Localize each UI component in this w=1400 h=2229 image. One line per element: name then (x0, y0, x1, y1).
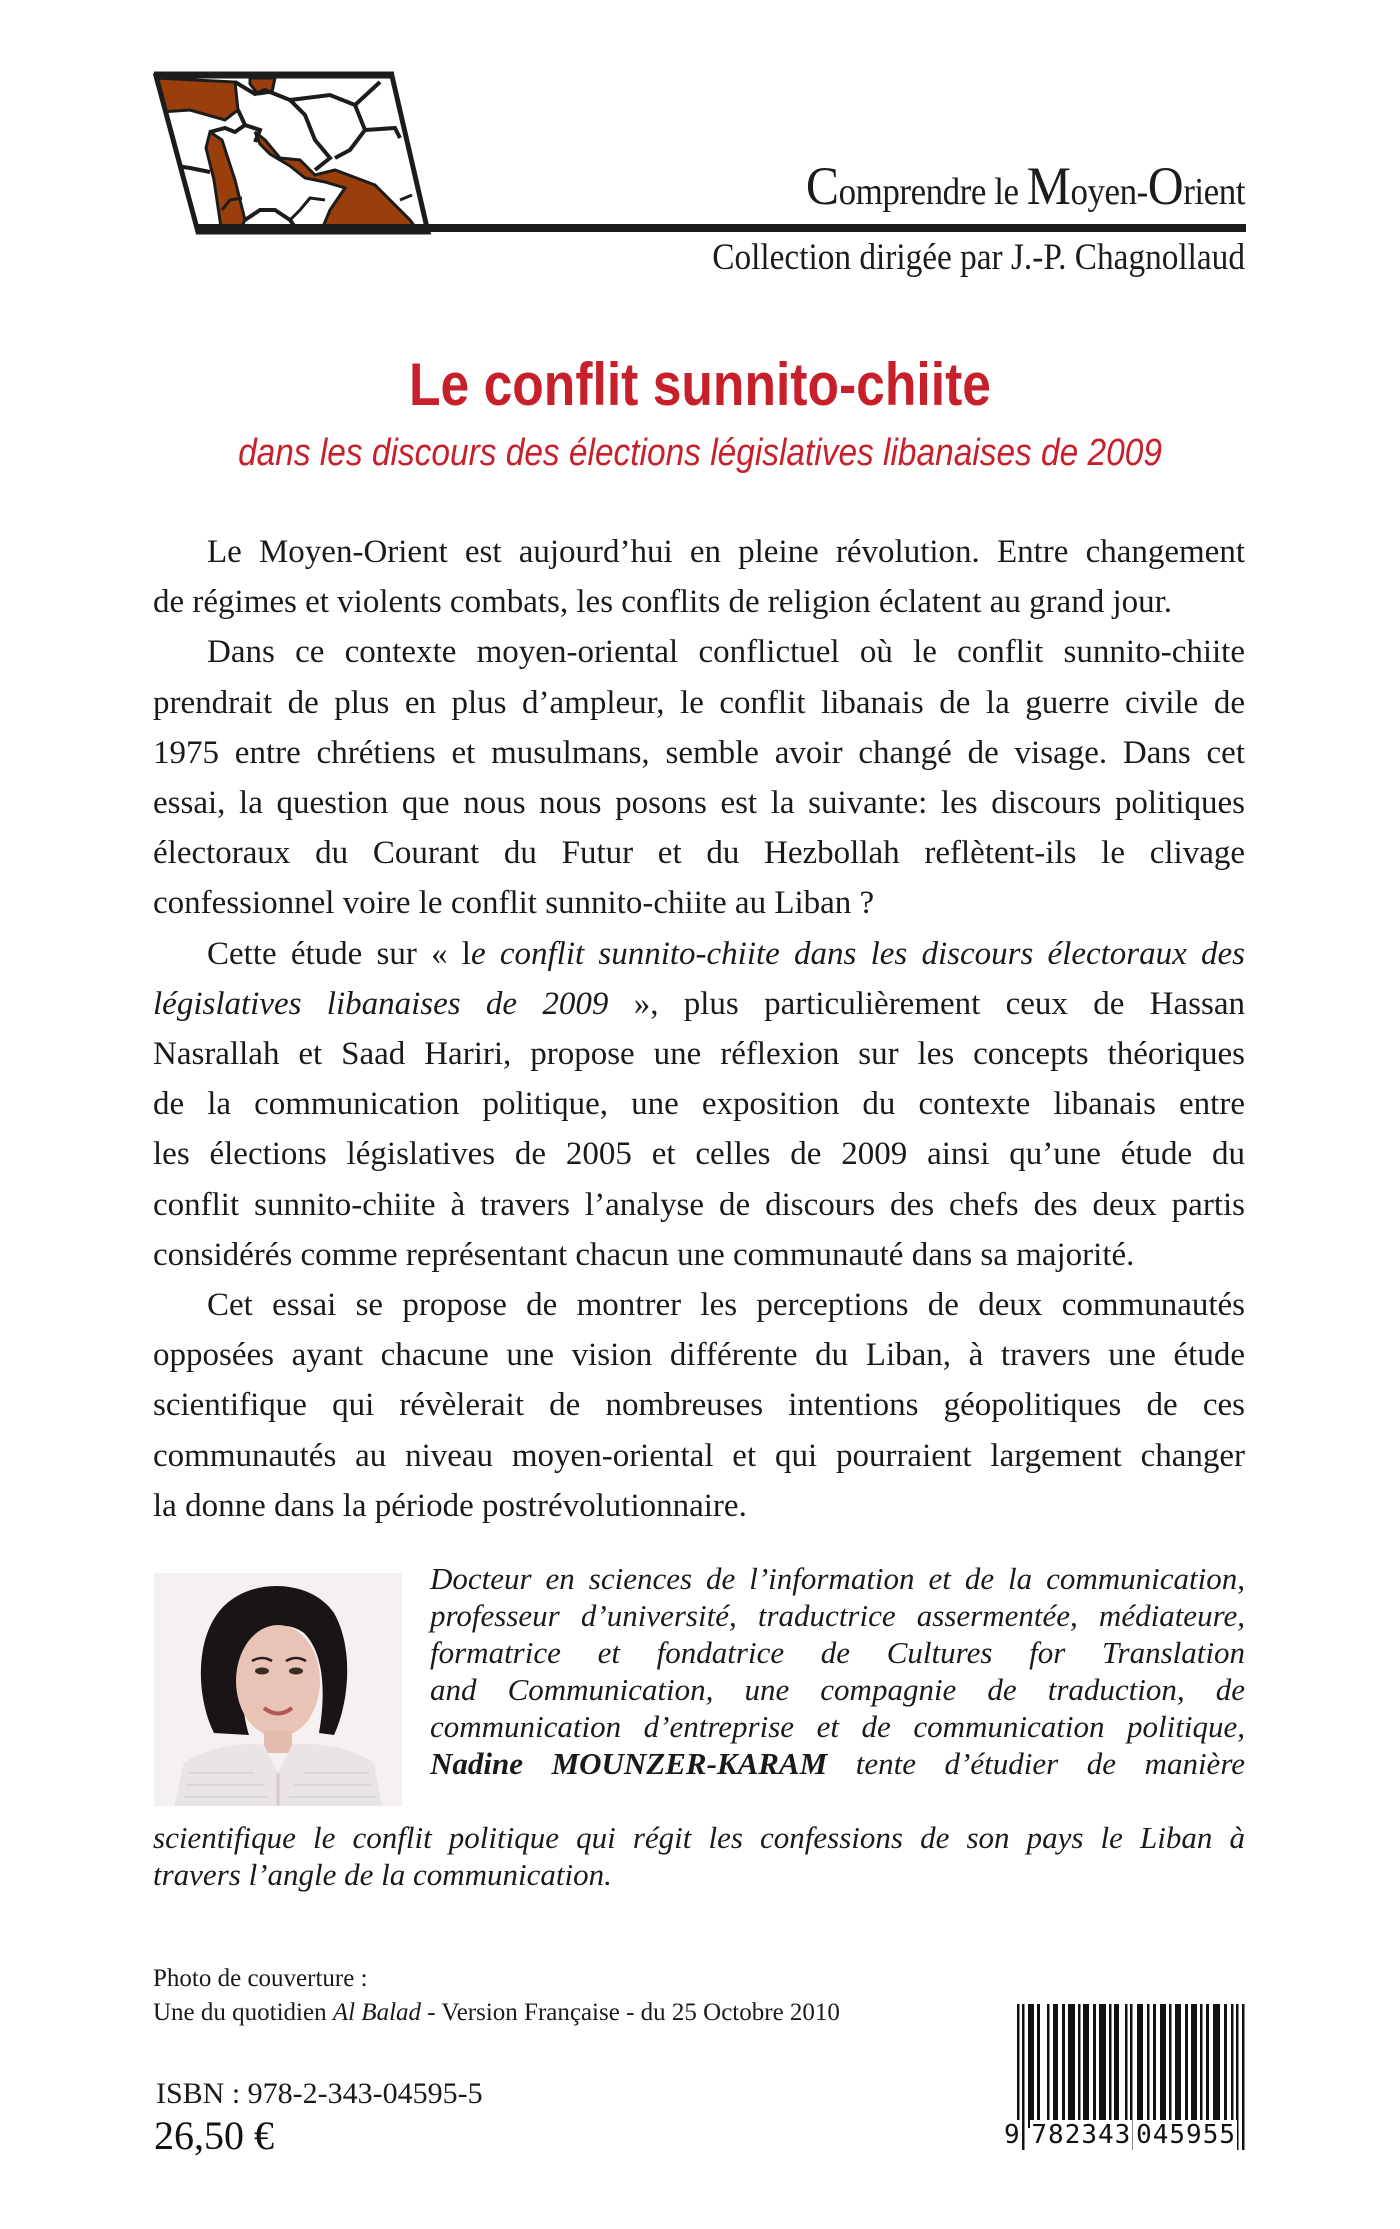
barcode-digit-group: 782343 (1031, 2120, 1132, 2150)
back-cover-blurb (153, 527, 1245, 1531)
photo-credit-label: Photo de couverture : (153, 1965, 368, 1992)
bio-line: travers l’angle de la communication. (153, 1857, 612, 1892)
blurb-line: 1975 entre chrétiens et musulmans, semble avoir changé de visage. Dans cet (153, 734, 1245, 771)
series-editor: Collection dirigée par J.-P. Chagnollaud (712, 237, 1245, 278)
barcode-digit-group: 9 (1004, 2120, 1021, 2150)
credit-text: - Version Française - du 25 Octobre 2010 (421, 1999, 840, 2026)
cover-photo-credit (153, 1962, 1053, 2030)
blurb-line: les élections législatives de 2005 et celles de 2009 ainsi qu’une étude du (153, 1136, 1245, 1173)
bio-line: and Communication, une compagnie de traduction, de (430, 1672, 1245, 1707)
bio-text: tente d’étudier de manière (827, 1746, 1245, 1781)
series-title-initial: M (1026, 156, 1071, 216)
barcode-number (1003, 2120, 1247, 2152)
blurb-line: communautés au niveau moyen-oriental et qui pourraient largement changer (153, 1437, 1245, 1474)
blurb-line: scientifique qui révèlerait de nombreuses intentions géopolitiques de ces (153, 1387, 1245, 1424)
blurb-line: de régimes et violents combats, les conflits de religion éclatent au grand jour. (153, 584, 1173, 621)
blurb-line: opposées ayant chacune une vision différente du Liban, à travers une étude (153, 1337, 1245, 1374)
series-title-initial: O (1147, 156, 1184, 216)
series-title-part: omprendre le (838, 171, 1027, 213)
blurb-text: », plus particulièrement ceux de Hassan (608, 985, 1245, 1022)
blurb-line: la donne dans la période postrévolutionnaire. (153, 1487, 747, 1524)
author-portrait-icon (154, 1573, 402, 1806)
blurb-text: Cette étude sur « l (207, 935, 471, 972)
bio-line: communication d’entreprise et de communication politique, (430, 1709, 1245, 1744)
price: 26,50 € (154, 2113, 274, 2158)
book-title: Le conflit sunnito-chiite (409, 351, 991, 418)
barcode-digit-group: 045955 (1136, 2120, 1236, 2150)
author-photo (154, 1573, 402, 1806)
blurb-line: Cet essai se propose de montrer les perceptions de deux communautés (207, 1287, 1245, 1324)
blurb-line: Le Moyen-Orient est aujourd’hui en pleine révolution. Entre changement (207, 534, 1245, 570)
blurb-line: Dans ce contexte moyen-oriental conflictuel où le conflit sunnito-chiite (207, 634, 1245, 671)
header-rule (196, 224, 1246, 232)
bio-line (430, 1745, 1245, 1782)
blurb-line: considérés comme représentant chacun une communauté dans sa majorité. (153, 1236, 1135, 1273)
author-name: Nadine MOUNZER-KARAM (430, 1746, 828, 1781)
blurb-line: de la communication politique, une exposition du contexte libanais entre (153, 1086, 1245, 1123)
blurb-line: prendrait de plus en plus d’ampleur, le conflit libanais de la guerre civile de (153, 684, 1245, 721)
blurb-line: confessionnel voire le conflit sunnito-chiite au Liban ? (153, 885, 875, 922)
series-title-part: rient (1183, 171, 1245, 213)
book-subtitle: dans les discours des élections législatives libanaises de 2009 (238, 432, 1162, 474)
middle-east-map-icon (150, 70, 435, 238)
blurb-quoted-title: législatives libanaises de 2009 (153, 985, 609, 1022)
series-title (601, 156, 1245, 218)
blurb-line: Nasrallah et Saad Hariri, propose une réflexion sur les concepts théoriques (153, 1036, 1245, 1073)
bio-line: scientifique le conflit politique qui régit les confessions de son pays le Liban à (153, 1820, 1245, 1855)
blurb-line: conflit sunnito-chiite à travers l’analyse de discours des chefs des deux partis (153, 1186, 1245, 1223)
bio-line: formatrice et fondatrice de Cultures for Translation (430, 1635, 1245, 1670)
credit-text: Une du quotidien (153, 1999, 333, 2026)
blurb-line (153, 979, 1245, 1029)
blurb-line (153, 929, 1245, 979)
series-title-initial: C (805, 156, 839, 216)
blurb-quoted-title: e conflit sunnito-chiite dans les discours électoraux des (470, 935, 1245, 972)
newspaper-name: Al Balad (332, 1999, 422, 2026)
isbn: ISBN : 978-2-343-04595-5 (156, 2077, 483, 2110)
blurb-line: essai, la question que nous nous posons est la suivante: les discours politiques (153, 785, 1245, 822)
bio-line: Docteur en sciences de l’information et de la communication, (430, 1561, 1245, 1596)
photo-credit-source (153, 1996, 1053, 2030)
blurb-line: électoraux du Courant du Futur et du Hezbollah reflètent-ils le clivage (153, 835, 1245, 872)
bio-line: professeur d’université, traductrice assermentée, médiateure, (430, 1598, 1245, 1633)
series-title-part: oyen- (1070, 171, 1148, 213)
author-bio (430, 1560, 1245, 1782)
author-bio-continued (153, 1819, 1245, 1893)
